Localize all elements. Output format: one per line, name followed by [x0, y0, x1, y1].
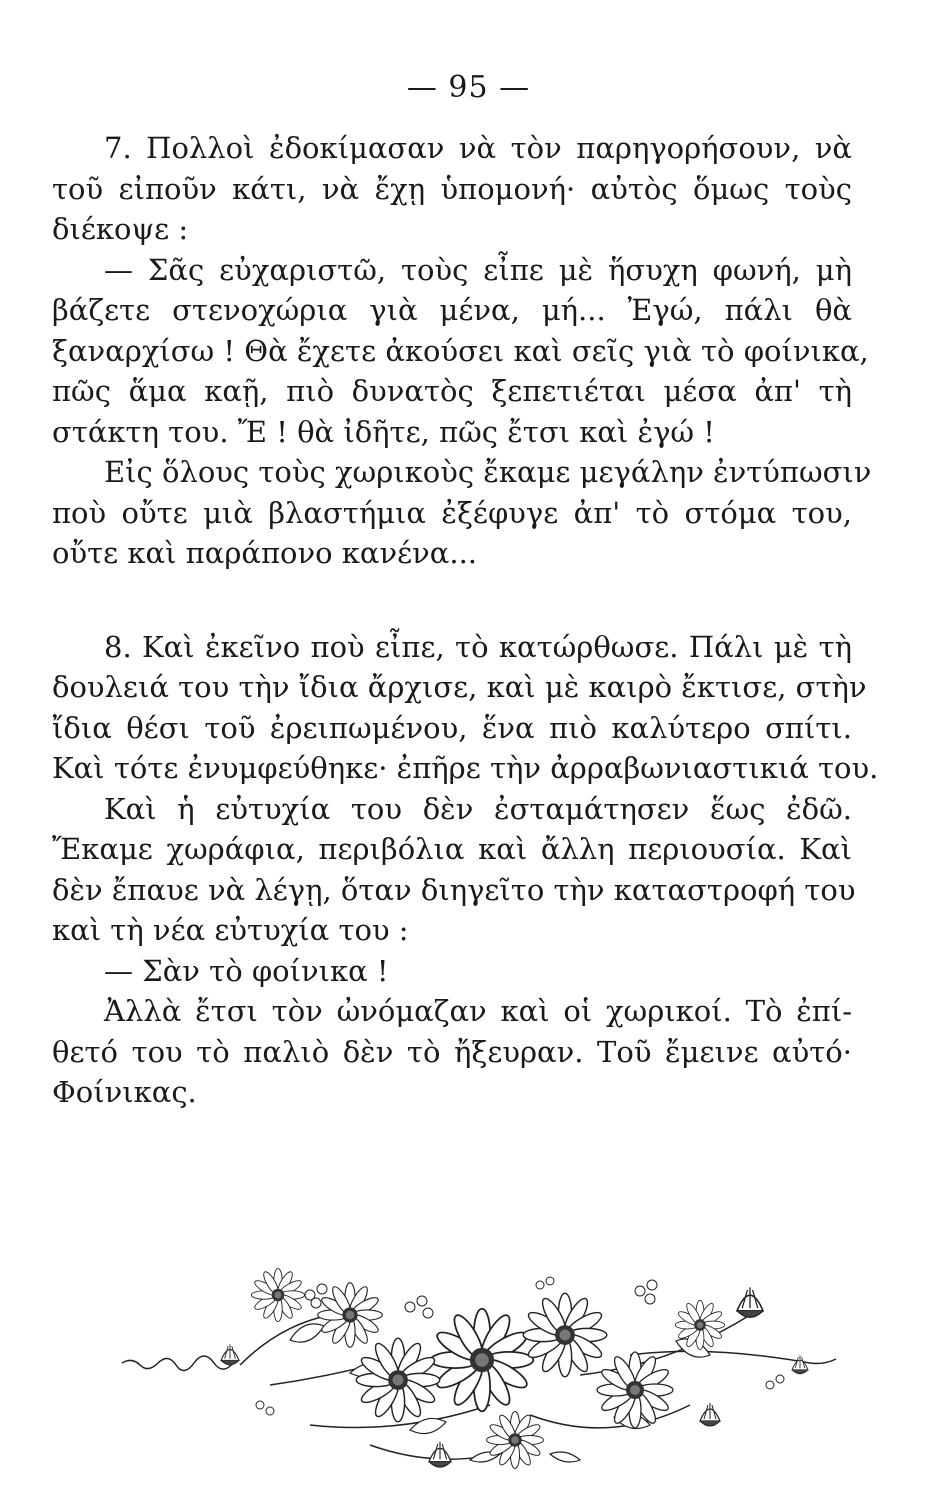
- text-line: βάζετε στενοχώρια γιὰ μένα, μή... Ἐγώ, πάλι θὰ: [52, 293, 852, 327]
- page-number: — 95 —: [406, 70, 531, 105]
- body-text: [52, 128, 879, 1113]
- text-line: τοῦ εἰποῦν κάτι, νὰ ἔχῃ ὑπομονή· αὐτὸς ὅμως τοὺς: [52, 171, 852, 206]
- text-line: Καὶ τότε ἐνυμφεύθηκε· ἐπῆρε τὴν ἀρραβωνιαστικιά του.: [52, 751, 879, 785]
- text-line: Ἀλλὰ ἔτσι τὸν ὠνόμαζαν καὶ οἱ χωρικοί. Τὸ ἐπί-: [104, 994, 852, 1028]
- text-line: καὶ τὴ νέα εὐτυχία του :: [52, 913, 409, 947]
- text-line: Ἔκαμε χωράφια, περιβόλια καὶ ἄλλη περιουσία. Καὶ: [52, 832, 852, 866]
- text-line: οὔτε καὶ παράπονο κανένα...: [52, 536, 478, 570]
- text-line: ποὺ οὔτε μιὰ βλαστήμια ἐξέφυγε ἀπ' τὸ στόμα του,: [52, 495, 852, 530]
- text-line: δὲν ἔπαυε νὰ λέγῃ, ὅταν διηγεῖτο τὴν καταστροφή του: [52, 872, 856, 907]
- text-line: Καὶ ἡ εὐτυχία του δὲν ἐσταμάτησεν ἕως ἐδῶ.: [104, 791, 852, 826]
- text-line: πῶς ἅμα καῇ, πιὸ δυνατὸς ξεπετιέται μέσα ἀπ' τὴ: [52, 374, 852, 408]
- text-line: ἴδια θέσι τοῦ ἐρειπωμένου, ἕνα πιὸ καλύτερο σπίτι.: [52, 710, 852, 745]
- text-line: ξαναρχίσω ! Θὰ ἔχετε ἀκούσει καὶ σεῖς γιὰ τὸ φοίνικα,: [52, 333, 869, 368]
- text-line: — Σὰν τὸ φοίνικα !: [104, 953, 389, 988]
- text-line: στάκτη του. Ἔ ! θὰ ἰδῆτε, πῶς ἔτσι καὶ ἐγώ !: [52, 414, 715, 449]
- floral-ornament: [110, 1255, 850, 1480]
- section-gap: [52, 574, 852, 627]
- text-line: 7. Πολλοὶ ἐδοκίμασαν νὰ τὸν παρηγορήσουν, νὰ: [104, 131, 852, 165]
- text-line: διέκοψε :: [52, 212, 189, 246]
- text-line: 8. Καὶ ἐκεῖνο ποὺ εἶπε, τὸ κατώρθωσε. Πάλι μὲ τὴ: [104, 629, 852, 664]
- text-line: Εἰς ὅλους τοὺς χωρικοὺς ἔκαμε μεγάλην ἐντύπωσιν: [104, 455, 872, 489]
- text-line: θετό του τὸ παλιὸ δὲν τὸ ἤξευραν. Τοῦ ἔμεινε αὐτό·: [52, 1034, 852, 1069]
- text-line: — Σᾶς εὐχαριστῶ, τοὺς εἶπε μὲ ἥσυχη φωνή, μὴ: [104, 252, 852, 287]
- floral-vignette-graphic: [110, 1255, 850, 1480]
- text-line: δουλειά του τὴν ἴδια ἄρχισε, καὶ μὲ καιρὸ ἔκτισε, στὴν: [52, 670, 867, 704]
- paragraph-section-7: [52, 128, 872, 574]
- text-line: Φοίνικας.: [52, 1075, 197, 1109]
- paragraph-section-8: [52, 627, 879, 1113]
